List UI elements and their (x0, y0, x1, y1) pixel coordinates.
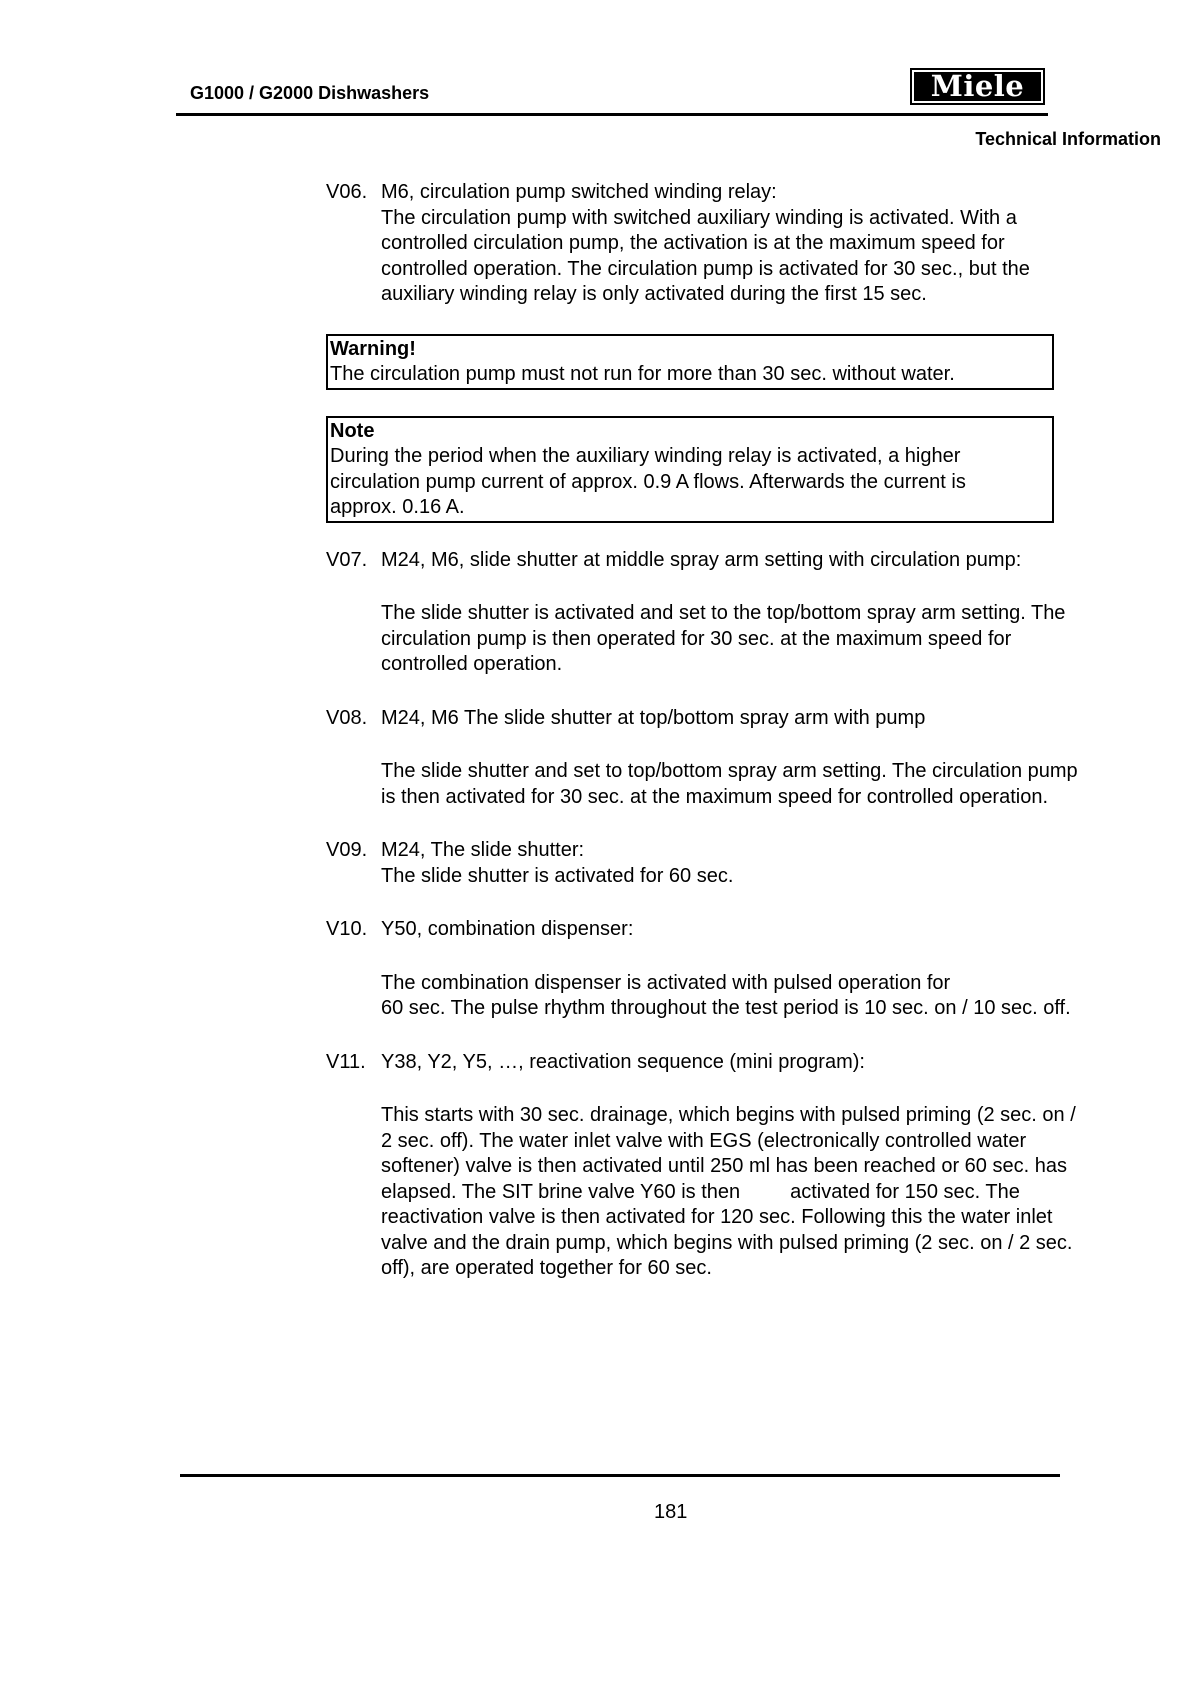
step-text-line: The slide shutter is activated for 60 sec. (381, 864, 734, 887)
header-divider (176, 113, 1048, 116)
note-text-line: circulation pump current of approx. 0.9 A flows. Afterwards the current is (330, 470, 966, 493)
test-step-v06 (326, 180, 1166, 308)
step-text-line: The circulation pump with switched auxiliary winding is activated. With a (381, 206, 1017, 229)
note-box (326, 416, 1054, 523)
step-text-line: 60 sec. The pulse rhythm throughout the test period is 10 sec. on / 10 sec. off. (381, 997, 1071, 1019)
warning-title: Warning! (330, 337, 416, 360)
step-text-line: controlled circulation pump, the activation is at the maximum speed for (381, 232, 1005, 254)
step-text-line: valve and the drain pump, which begins with pulsed priming (2 sec. on / 2 sec. (381, 1231, 1073, 1254)
test-step-v09 (326, 838, 1166, 889)
step-text-line: The combination dispenser is activated with pulsed operation for (381, 971, 951, 994)
test-step-v08 (326, 706, 1166, 811)
step-text-line: elapsed. The SIT brine valve Y60 is then activated for 150 sec. The (381, 1180, 1020, 1203)
step-code: V07. (326, 548, 368, 571)
step-text-line: The slide shutter is activated and set to the top/bottom spray arm setting. The (381, 602, 1066, 624)
step-text-line: 2 sec. off). The water inlet valve with EGS (electronically controlled water (381, 1129, 1027, 1152)
step-code: V11. (326, 1050, 366, 1073)
step-heading: M24, The slide shutter: (381, 839, 585, 861)
step-heading: Y50, combination dispenser: (381, 918, 634, 940)
test-step-v07 (326, 548, 1166, 678)
miele-logo (910, 68, 1045, 105)
section-subtitle: Technical Information (975, 129, 1161, 149)
step-text-line: off), are operated together for 60 sec. (381, 1257, 712, 1279)
warning-text: The circulation pump must not run for more than 30 sec. without water. (330, 363, 955, 385)
step-code: V10. (326, 918, 368, 940)
step-heading: Y38, Y2, Y5, …, reactivation sequence (mini program): (381, 1050, 865, 1073)
warning-box (326, 334, 1054, 390)
step-code: V08. (326, 706, 368, 729)
step-text-line: controlled operation. The circulation pump is activated for 30 sec., but the (381, 257, 1030, 280)
page-number: 181 (654, 1501, 688, 1523)
step-heading: M24, M6 The slide shutter at top/bottom spray arm with pump (381, 706, 926, 729)
step-text-line: This starts with 30 sec. drainage, which begins with pulsed priming (2 sec. on / (381, 1104, 1076, 1126)
step-code: V06. (326, 181, 368, 203)
step-text-line: softener) valve is then activated until 250 ml has been reached or 60 sec. has (381, 1155, 1067, 1177)
step-text-line: reactivation valve is then activated for 120 sec. Following this the water inlet (381, 1206, 1053, 1228)
test-step-v10 (326, 917, 1166, 1022)
step-code: V09. (326, 839, 368, 861)
step-heading: M24, M6, slide shutter at middle spray arm setting with circulation pump: (381, 548, 1022, 571)
note-text-line: During the period when the auxiliary winding relay is activated, a higher (330, 445, 961, 467)
step-text-line: circulation pump is then operated for 30 sec. at the maximum speed for (381, 627, 1012, 650)
test-step-v11 (326, 1050, 1166, 1282)
document-title: G1000 / G2000 Dishwashers (190, 83, 430, 103)
main-content (326, 180, 1166, 1282)
step-text-line: The slide shutter and set to top/bottom spray arm setting. The circulation pump (381, 760, 1078, 782)
step-text-line: auxiliary winding relay is only activated during the first 15 sec. (381, 283, 927, 305)
logo-text: Miele (912, 70, 1043, 103)
note-text-line: approx. 0.16 A. (330, 496, 465, 518)
step-heading: M6, circulation pump switched winding relay: (381, 181, 777, 203)
footer-divider (180, 1474, 1060, 1477)
step-text-line: controlled operation. (381, 653, 563, 675)
note-title: Note (330, 419, 375, 442)
step-text-line: is then activated for 30 sec. at the maximum speed for controlled operation. (381, 785, 1049, 808)
